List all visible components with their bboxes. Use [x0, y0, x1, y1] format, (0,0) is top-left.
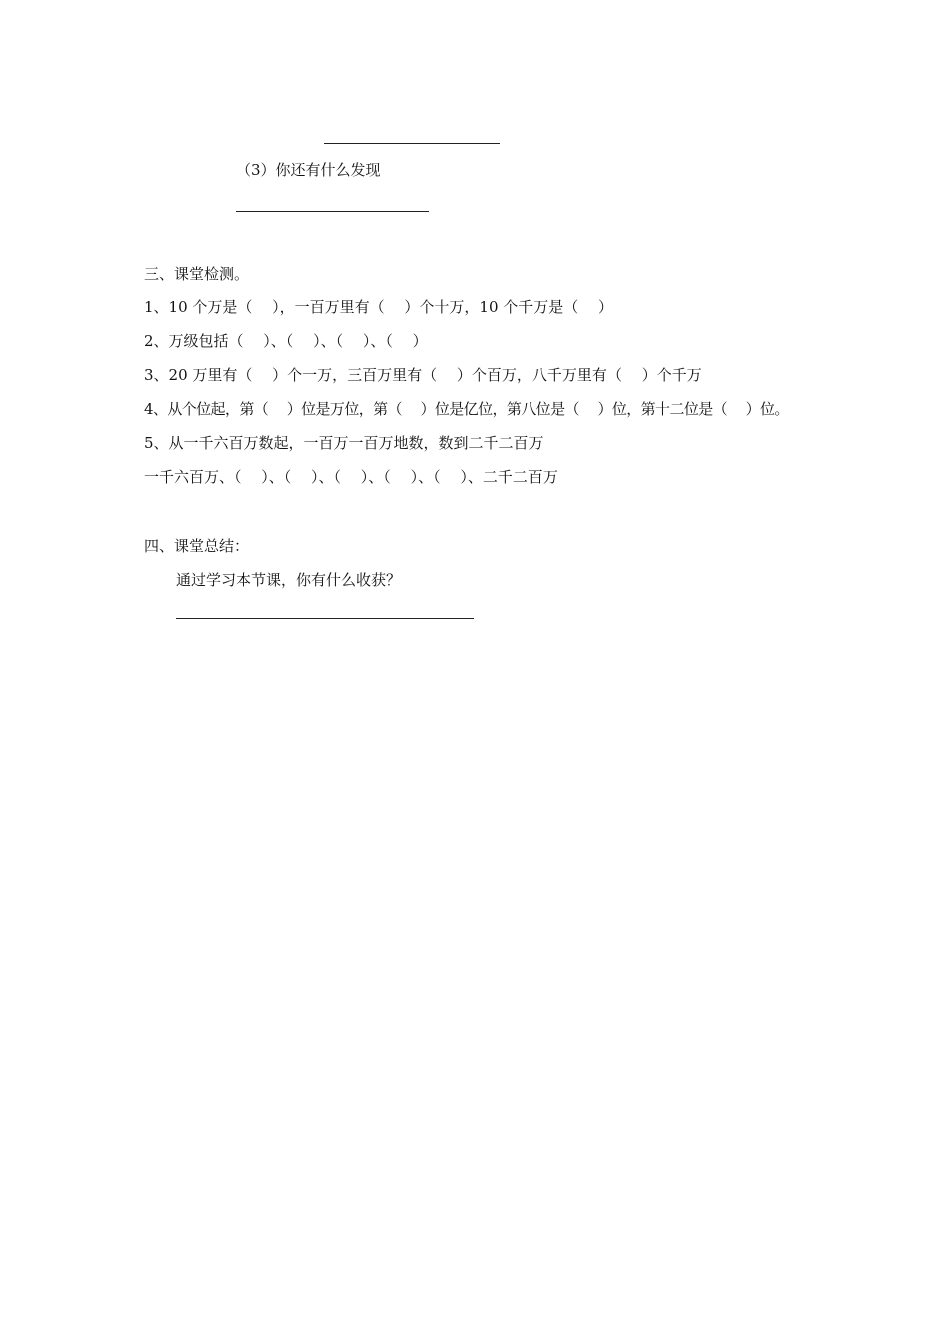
section-4-heading: 四、课堂总结：: [144, 537, 250, 555]
section-3-heading: 三、课堂检测。: [144, 265, 250, 283]
question-3-prompt: （3）你还有什么发现: [236, 161, 381, 179]
section-3-item-3: 3、20 万里有（ ）个一万，三百万里有（ ）个百万，八千万里有（ ）个千万: [144, 366, 702, 384]
section-3-item-1: 1、10 个万是（ ），一百万里有（ ）个十万，10 个千万是（ ）: [144, 298, 614, 316]
section-3-item-2: 2、万级包括（ ）、（ ）、（ ）、（ ）: [144, 332, 428, 350]
answer-line-question-3: [236, 211, 429, 212]
section-3-item-5-sequence: 一千六百万、（ ）、（ ）、（ ）、（ ）、（ ）、二千二百万: [144, 468, 558, 486]
answer-line-summary: [176, 618, 474, 619]
section-3-item-5: 5、从一千六百万数起，一百万一百万地数，数到二千二百万: [144, 434, 544, 452]
answer-line-top: [324, 143, 500, 144]
section-3-item-4: 4、从个位起，第（ ）位是万位，第（ ）位是亿位，第八位是（ ）位，第十二位是（ ）位。: [144, 400, 789, 418]
section-4-prompt: 通过学习本节课，你有什么收获？: [176, 571, 402, 589]
